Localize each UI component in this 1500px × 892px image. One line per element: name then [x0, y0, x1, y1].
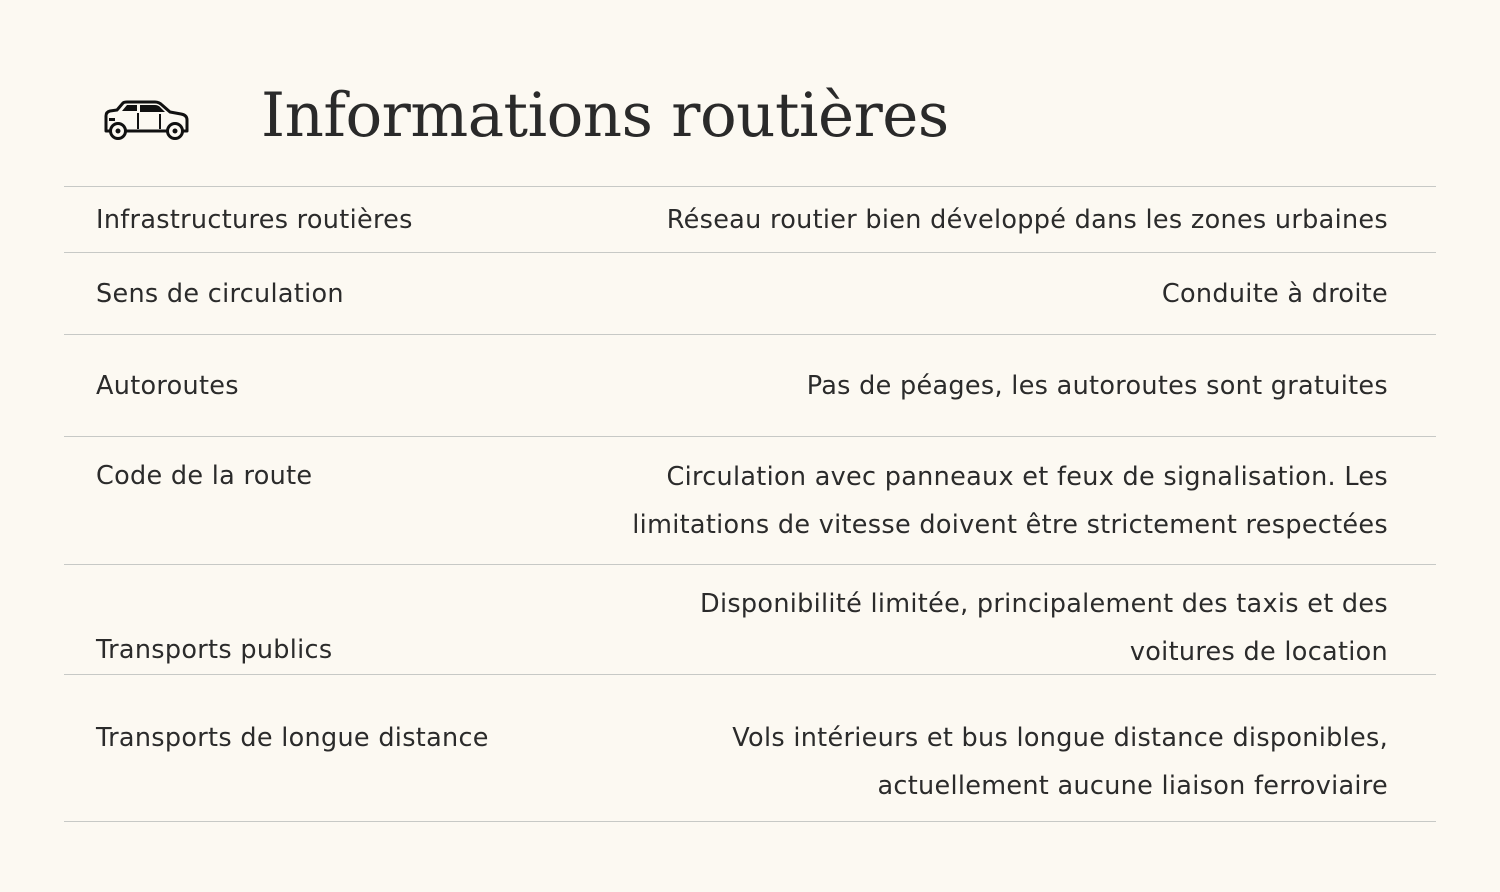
divider — [64, 252, 1436, 253]
row-value: Vols intérieurs et bus longue distance disponibles, actuellement aucune liaison ferroviaire — [732, 723, 1388, 801]
row-label: Code de la route — [96, 461, 313, 491]
page-header — [0, 0, 1500, 186]
row-label: Transports de longue distance — [96, 723, 489, 753]
row-value: Circulation avec panneaux et feux de signalisation. Les limitations de vitesse doivent être strictement respectées — [632, 462, 1388, 540]
row-value: Pas de péages, les autoroutes sont gratuites — [806, 371, 1388, 401]
divider — [64, 436, 1436, 437]
row-value: Réseau routier bien développé dans les zones urbaines — [666, 205, 1388, 235]
divider — [64, 674, 1436, 675]
row-label: Transports publics — [96, 635, 333, 665]
row-label: Sens de circulation — [96, 279, 344, 309]
divider — [64, 821, 1436, 822]
row-label: Infrastructures routières — [96, 205, 413, 235]
row-value: Disponibilité limitée, principalement des taxis et des voitures de location — [700, 589, 1388, 667]
page-title: Informations routières — [261, 80, 949, 151]
divider — [64, 186, 1436, 187]
row-value: Conduite à droite — [1161, 279, 1388, 309]
row-label: Autoroutes — [96, 371, 239, 401]
car-icon — [103, 100, 189, 140]
divider — [64, 564, 1436, 565]
divider — [64, 334, 1436, 335]
